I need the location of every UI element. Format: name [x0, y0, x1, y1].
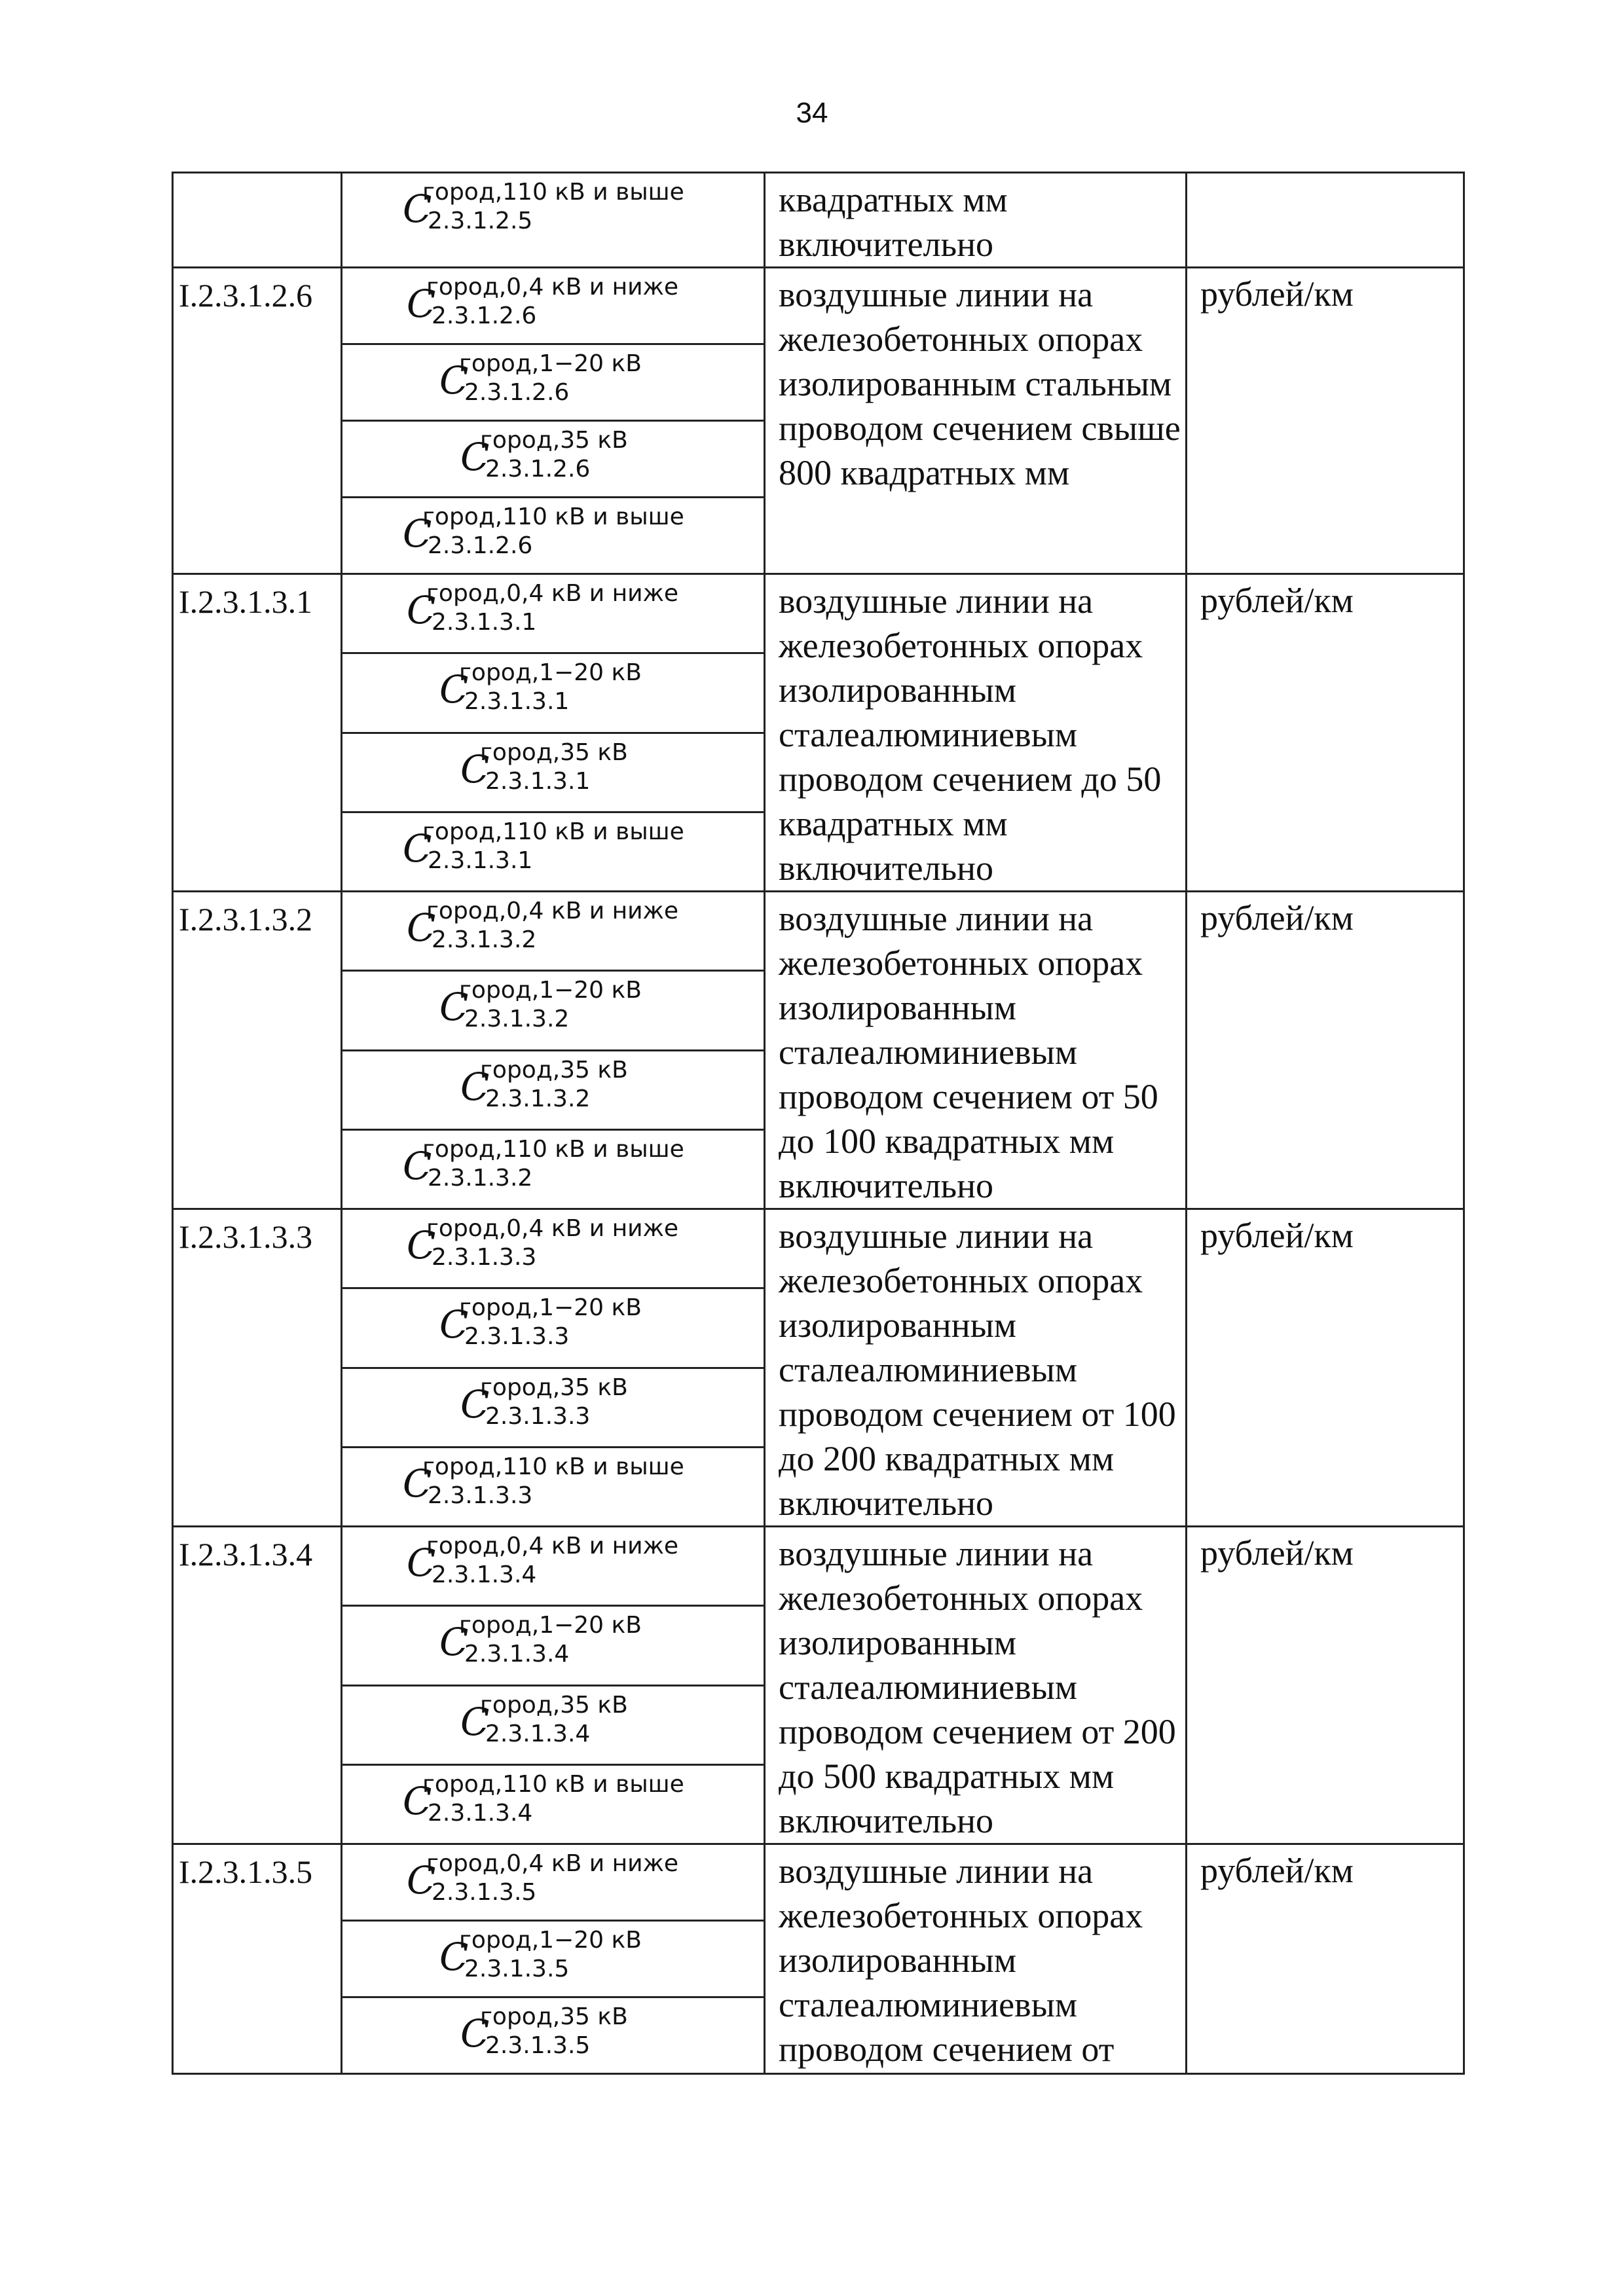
symbol-cell	[342, 1606, 765, 1685]
unit-cell: рублей/км	[1187, 1209, 1464, 1527]
symbol-subscript: 2.3.1.3.5	[485, 2032, 591, 2059]
symbol-letter: C	[407, 1858, 436, 1903]
symbol-subscript: 2.3.1.3.3	[432, 1244, 537, 1271]
symbol-letter: C	[403, 187, 432, 231]
description-cell: воздушные линии на железобетонных опорах изолированным сталеалюминиевым проводом сечением до 50 квадратных мм включительно	[765, 574, 1187, 892]
code-cell: I.2.3.1.3.2	[173, 892, 342, 1209]
symbol-superscript: город,110 кВ и выше	[422, 503, 684, 530]
symbol-cell	[342, 1921, 765, 1997]
table-row	[173, 1209, 1464, 1288]
symbol-letter: C	[407, 1540, 436, 1585]
description-cell: воздушные линии на железобетонных опорах изолированным сталеалюминиевым проводом сечением от 50 до 100 квадратных мм включительно	[765, 892, 1187, 1209]
symbol-letter: C	[439, 358, 469, 403]
symbol-superscript: город,35 кВ	[480, 1056, 628, 1084]
symbol-superscript: город,35 кВ	[480, 738, 628, 766]
symbol-superscript: город,1−20 кВ	[459, 1612, 642, 1639]
symbol-cell	[342, 1209, 765, 1288]
symbol-subscript: 2.3.1.3.4	[485, 1720, 591, 1747]
symbol-subscript: 2.3.1.2.6	[428, 532, 533, 559]
symbol-cell	[342, 1527, 765, 1606]
symbol-subscript: 2.3.1.3.1	[432, 609, 537, 636]
symbol-superscript: город,110 кВ и выше	[422, 1453, 684, 1480]
code-cell: I.2.3.1.2.6	[173, 268, 342, 574]
symbol-letter: C	[460, 1699, 490, 1744]
symbol-cell	[342, 1685, 765, 1764]
symbol-subscript: 2.3.1.3.5	[432, 1879, 537, 1906]
symbol-letter: C	[403, 1461, 432, 1506]
symbol-superscript: город,1−20 кВ	[459, 1927, 642, 1954]
symbol-superscript: город,1−20 кВ	[459, 977, 642, 1004]
symbol-superscript: город,35 кВ	[480, 1691, 628, 1719]
tariff-table	[172, 172, 1465, 2075]
symbol-cell	[342, 812, 765, 891]
symbol-cell	[342, 1368, 765, 1447]
symbol-subscript: 2.3.1.2.5	[428, 208, 533, 234]
symbol-superscript: город,0,4 кВ и ниже	[426, 1850, 679, 1877]
description-cell: воздушные линии на железобетонных опорах изолированным сталеалюминиевым проводом сечением от	[765, 1844, 1187, 2074]
unit-cell: рублей/км	[1187, 892, 1464, 1209]
symbol-superscript: город,1−20 кВ	[459, 350, 642, 377]
symbol-subscript: 2.3.1.3.1	[464, 688, 570, 716]
symbol-superscript: город,110 кВ и выше	[422, 179, 684, 206]
symbol-letter: C	[460, 1381, 490, 1427]
symbol-subscript: 2.3.1.2.6	[485, 456, 591, 483]
symbol-subscript: 2.3.1.3.1	[428, 847, 533, 874]
symbol-cell	[342, 1997, 765, 2074]
symbol-letter: C	[407, 905, 436, 950]
symbol-cell	[342, 421, 765, 498]
symbol-superscript: город,35 кВ	[480, 427, 628, 454]
description-cell: воздушные линии на железобетонных опорах изолированным стальным проводом сечением свыше 800 квадратных мм	[765, 268, 1187, 574]
table-row	[173, 173, 1464, 268]
symbol-cell	[342, 653, 765, 733]
symbol-letter: C	[439, 1935, 469, 1979]
table-row	[173, 574, 1464, 653]
symbol-subscript: 2.3.1.3.2	[464, 1006, 570, 1033]
symbol-cell	[342, 173, 765, 268]
page-number: 34	[796, 97, 828, 129]
symbol-letter: C	[403, 1778, 432, 1823]
symbol-cell	[342, 1129, 765, 1209]
symbol-letter: C	[403, 826, 432, 871]
unit-cell: рублей/км	[1187, 268, 1464, 574]
symbol-cell	[342, 1288, 765, 1368]
symbol-cell	[342, 971, 765, 1050]
code-cell	[173, 173, 342, 268]
unit-cell: рублей/км	[1187, 1844, 1464, 2074]
symbol-superscript: город,0,4 кВ и ниже	[426, 1215, 679, 1242]
table-row	[173, 1527, 1464, 1606]
symbol-superscript: город,35 кВ	[480, 2003, 628, 2030]
symbol-subscript: 2.3.1.2.6	[432, 302, 537, 329]
symbol-letter: C	[403, 1143, 432, 1188]
symbol-subscript: 2.3.1.3.3	[464, 1323, 570, 1351]
symbol-cell	[342, 733, 765, 812]
symbol-subscript: 2.3.1.3.3	[485, 1402, 591, 1430]
symbol-superscript: город,110 кВ и выше	[422, 818, 684, 845]
symbol-letter: C	[460, 746, 490, 792]
symbol-superscript: город,0,4 кВ и ниже	[426, 580, 679, 607]
symbol-subscript: 2.3.1.3.3	[428, 1482, 533, 1509]
symbol-subscript: 2.3.1.3.1	[485, 767, 591, 795]
symbol-subscript: 2.3.1.3.4	[428, 1799, 533, 1827]
symbol-cell	[342, 574, 765, 653]
symbol-letter: C	[407, 282, 436, 326]
table-row	[173, 1844, 1464, 1921]
unit-cell: рублей/км	[1187, 574, 1464, 892]
symbol-letter: C	[460, 2011, 490, 2056]
table-row	[173, 892, 1464, 971]
symbol-subscript: 2.3.1.3.2	[432, 926, 537, 953]
symbol-cell	[342, 1447, 765, 1526]
symbol-subscript: 2.3.1.3.5	[464, 1956, 570, 1982]
symbol-cell	[342, 344, 765, 421]
symbol-cell	[342, 268, 765, 344]
code-cell: I.2.3.1.3.4	[173, 1527, 342, 1844]
symbol-letter: C	[403, 511, 432, 556]
symbol-subscript: 2.3.1.3.4	[464, 1641, 570, 1668]
symbol-cell	[342, 1844, 765, 1921]
symbol-cell	[342, 498, 765, 574]
symbol-subscript: 2.3.1.3.2	[428, 1164, 533, 1192]
symbol-cell	[342, 892, 765, 971]
unit-cell: рублей/км	[1187, 1527, 1464, 1844]
symbol-subscript: 2.3.1.3.4	[432, 1561, 537, 1588]
table-row	[173, 268, 1464, 344]
symbol-superscript: город,110 кВ и выше	[422, 1135, 684, 1163]
symbol-letter: C	[460, 1064, 490, 1109]
symbol-letter: C	[439, 1620, 469, 1665]
symbol-superscript: город,110 кВ и выше	[422, 1770, 684, 1798]
description-cell: квадратных мм включительно	[765, 173, 1187, 268]
unit-cell	[1187, 173, 1464, 268]
symbol-subscript: 2.3.1.2.6	[464, 379, 570, 406]
code-cell: I.2.3.1.3.1	[173, 574, 342, 892]
symbol-superscript: город,0,4 кВ и ниже	[426, 898, 679, 924]
symbol-letter: C	[460, 435, 490, 479]
code-cell: I.2.3.1.3.3	[173, 1209, 342, 1527]
code-cell: I.2.3.1.3.5	[173, 1844, 342, 2074]
symbol-subscript: 2.3.1.3.2	[485, 1085, 591, 1112]
symbol-cell	[342, 1050, 765, 1129]
symbol-letter: C	[439, 1302, 469, 1347]
symbol-cell	[342, 1764, 765, 1844]
description-cell: воздушные линии на железобетонных опорах изолированным сталеалюминиевым проводом сечением от 100 до 200 квадратных мм включительно	[765, 1209, 1187, 1527]
symbol-letter: C	[407, 1223, 436, 1267]
symbol-superscript: город,0,4 кВ и ниже	[426, 274, 679, 301]
symbol-superscript: город,35 кВ	[480, 1374, 628, 1401]
symbol-letter: C	[407, 588, 436, 632]
symbol-letter: C	[439, 667, 469, 712]
description-cell: воздушные линии на железобетонных опорах изолированным сталеалюминиевым проводом сечением от 200 до 500 квадратных мм включительно	[765, 1527, 1187, 1844]
symbol-letter: C	[439, 985, 469, 1030]
symbol-superscript: город,0,4 кВ и ниже	[426, 1533, 679, 1559]
symbol-superscript: город,1−20 кВ	[459, 659, 642, 687]
symbol-superscript: город,1−20 кВ	[459, 1294, 642, 1322]
